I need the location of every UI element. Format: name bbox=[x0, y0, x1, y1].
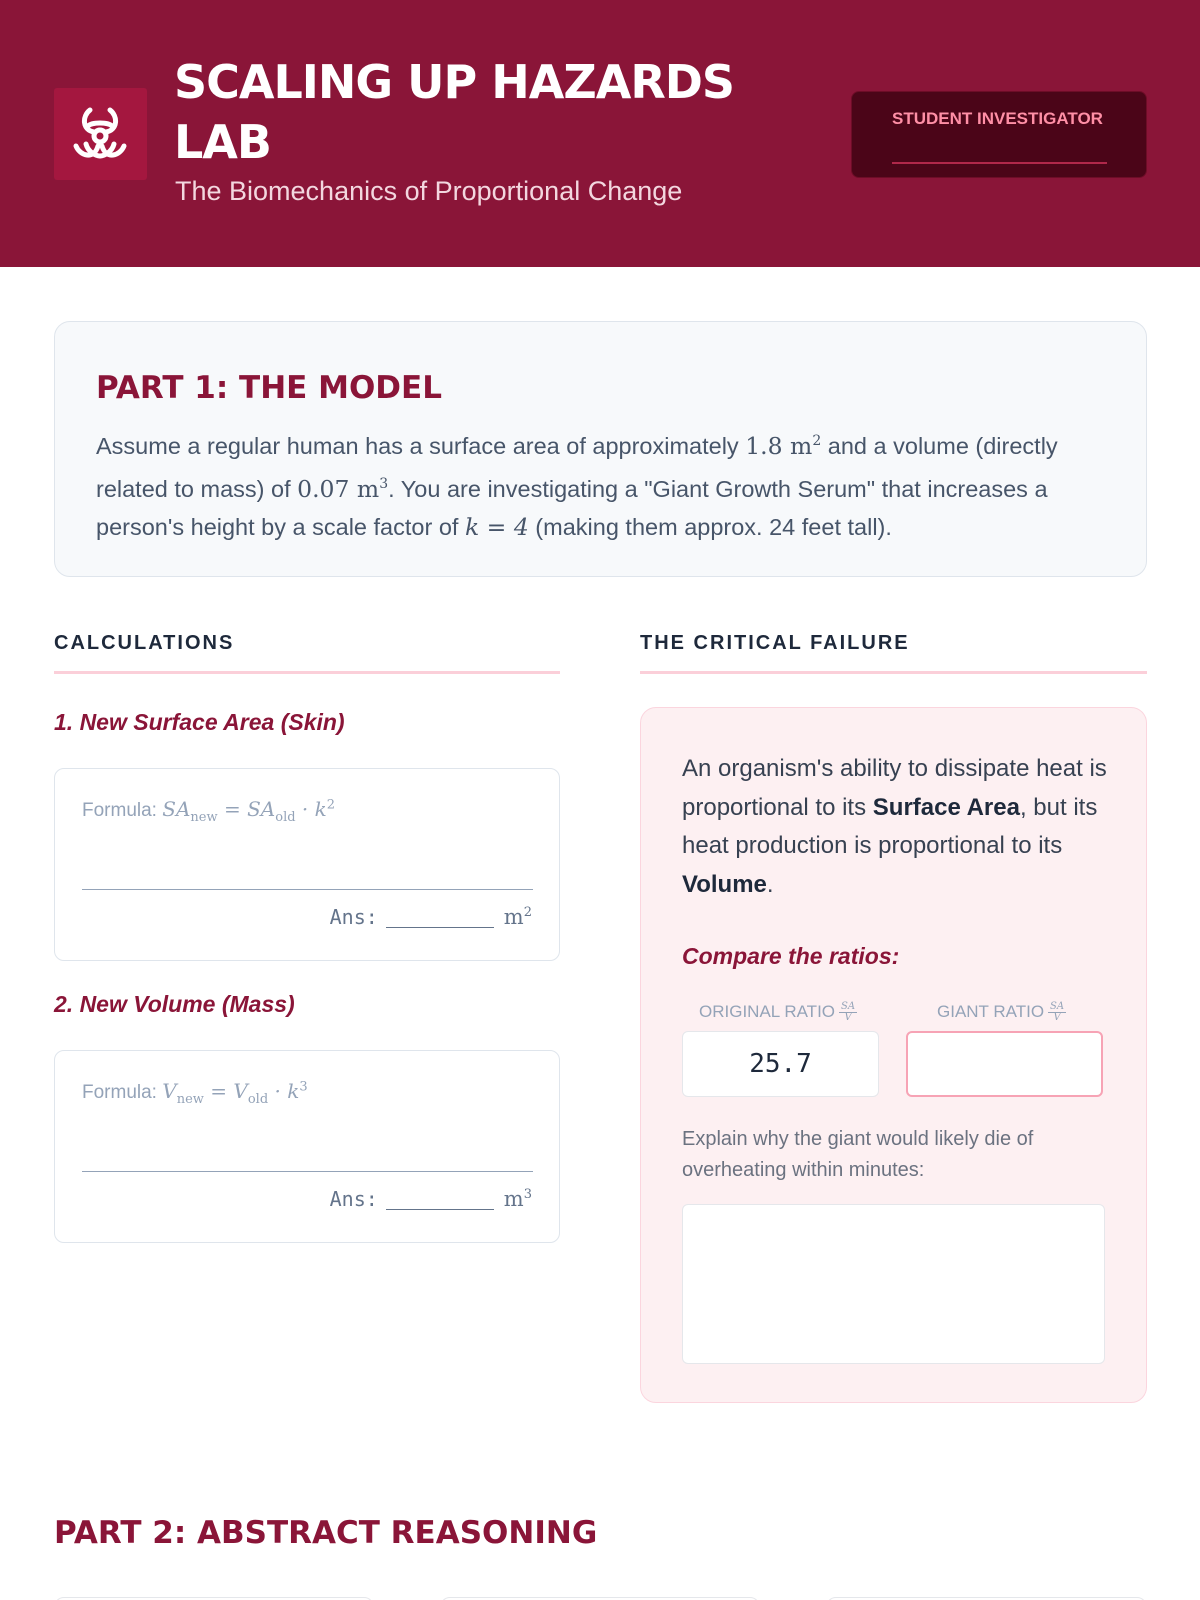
surface-area-value: 1.8 $m^2$ bbox=[745, 431, 822, 460]
question-1-box bbox=[54, 768, 560, 961]
part2-title: PART 2: ABSTRACT REASONING bbox=[54, 1515, 598, 1551]
model-section bbox=[54, 321, 1147, 577]
giant-ratio-label: GIANT RATIO $\frac{SA}{V}$ bbox=[937, 1001, 1065, 1024]
critical-failure-text: An organism's ability to dissipate heat is proportional to its Surface Area, but its heat production is proportional to its Volume. bbox=[682, 755, 1107, 898]
question-2-title: 2. New Volume (Mass) bbox=[54, 991, 295, 1017]
biohazard-icon bbox=[68, 102, 132, 166]
student-investigator-label: STUDENT INVESTIGATOR bbox=[892, 109, 1103, 128]
page-title: SCALING UP HAZARDS LAB bbox=[174, 55, 735, 169]
question-2-box bbox=[54, 1050, 560, 1243]
question-1-title: 1. New Surface Area (Skin) bbox=[54, 709, 345, 735]
question-2-work-line[interactable] bbox=[82, 1171, 533, 1172]
model-text-a: Assume a regular human has a surface area of approximately bbox=[96, 432, 746, 459]
question-1-answer-field[interactable] bbox=[386, 910, 494, 928]
original-ratio-box bbox=[682, 1031, 879, 1097]
question-2-answer bbox=[330, 1187, 532, 1212]
student-name-field[interactable] bbox=[892, 162, 1107, 164]
question-2-answer-field[interactable] bbox=[386, 1192, 494, 1210]
scale-factor-value: k = 4 bbox=[464, 512, 529, 541]
logo-badge bbox=[54, 88, 147, 180]
sa-over-v-fraction: $\frac{SA}{V}$ bbox=[841, 1001, 856, 1024]
model-description bbox=[96, 422, 1116, 546]
model-text-b: and a volume (directly related to mass) of bbox=[96, 432, 1058, 502]
model-text-d: (making them approx. 24 feet tall). bbox=[528, 513, 892, 540]
header-banner bbox=[0, 0, 1200, 267]
answer-unit: $m^3$ bbox=[503, 1187, 532, 1211]
answer-label: Ans: bbox=[329, 1187, 378, 1211]
sa-over-v-fraction: $\frac{SA}{V}$ bbox=[1050, 1001, 1065, 1024]
answer-unit: $m^2$ bbox=[503, 905, 532, 929]
model-text-c: . You are investigating a "Giant Growth Serum" that increases a person's height by a scale factor of bbox=[96, 475, 1048, 540]
question-1-work-line[interactable] bbox=[82, 889, 533, 890]
explanation-textarea[interactable] bbox=[682, 1204, 1105, 1364]
volume-value: 0.07 $m^3$ bbox=[297, 474, 389, 503]
original-ratio-value: 25.7 bbox=[749, 1049, 812, 1079]
original-ratio-label: ORIGINAL RATIO $\frac{SA}{V}$ bbox=[699, 1001, 856, 1024]
question-1-formula: Formula: $SA_{new} = SA_{old} \cdot k^2$ bbox=[82, 797, 336, 825]
critical-failure-panel bbox=[640, 707, 1147, 1403]
student-investigator-card bbox=[851, 91, 1147, 178]
calculations-heading: CALCULATIONS bbox=[54, 632, 560, 674]
page-subtitle: The Biomechanics of Proportional Change bbox=[175, 176, 683, 206]
question-1-answer bbox=[330, 905, 532, 930]
critical-failure-heading: THE CRITICAL FAILURE bbox=[640, 632, 1147, 674]
answer-label: Ans: bbox=[329, 905, 378, 929]
part1-title: PART 1: THE MODEL bbox=[96, 370, 442, 406]
explain-prompt: Explain why the giant would likely die of overheating within minutes: bbox=[682, 1128, 1034, 1181]
compare-ratios-label: Compare the ratios: bbox=[682, 943, 900, 969]
question-2-formula: Formula: $V_{new} = V_{old} \cdot k^3$ bbox=[82, 1079, 308, 1107]
giant-ratio-input[interactable] bbox=[906, 1031, 1103, 1097]
